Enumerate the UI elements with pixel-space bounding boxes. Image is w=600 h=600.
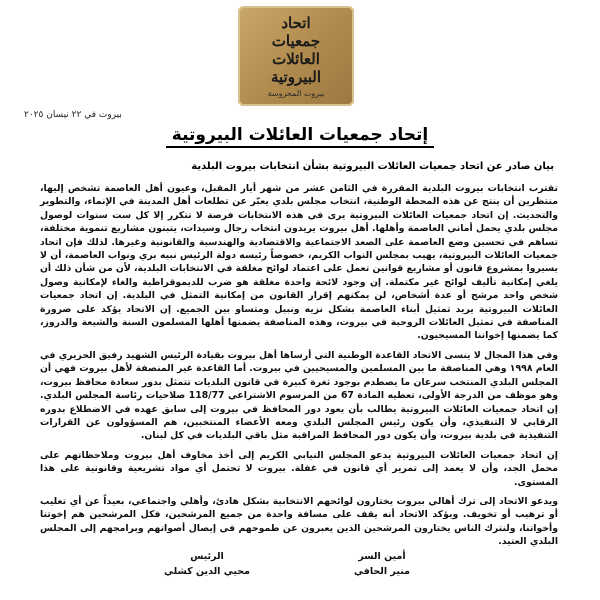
signature-name: منير الحافي: [354, 566, 410, 577]
signature-secretary: [332, 549, 432, 579]
statement-date: بيروت في ٢٢ نيسان ٢٠٢٥: [24, 110, 122, 120]
statement-subtitle: بيان صادر عن اتحاد جمعيات العائلات البيروتية بشأن انتخابات بيروت البلدية: [191, 161, 554, 172]
logo-line: اتحاد: [281, 14, 311, 32]
logo-text: [271, 14, 321, 86]
paragraph: وفي هذا المجال لا ينسى الاتحاد القاعدة الوطنية التي أرساها أهل بيروت بقيادة الرئيس الشهيد رفيق الحريري في العام ١٩٩٨ وهي المناصفة ما بين المسلمين والمسيحيين في بيروت. أما القاعدة غير المنصفة لأهل بيروت فهي أن المجلس البلدي المنتخب سرعان ما يصطدم بوجود ثغرة كبيرة في قانون البلديات تتمثل بدور سعادة محافظ بيروت، وهو موظف من الدرجة الأولى، تعطيه المادة 67 من المرسوم الاشتراعي 118/77 صلاحيات رئاسة المجلس البلدي. إن اتحاد جمعيات العائلات البيروتية يطالب بأن يعود دور المحافظ في بيروت إلى سابق عهده في الاضطلاع بدوره الرقابي لا التنفيذي، وأن يكون رئيس المجلس البلدي ومعه الأعضاء المنتخبين، هم المسؤولون عن القرارات التنفيذية في بلدية بيروت، وأن يكون دور المحافظ المراقبة مثل باقي البلديات في كل لبنان.: [40, 349, 558, 442]
paragraph: إن اتحاد جمعيات العائلات البيروتية يدعو المجلس النيابي الكريم إلى أخذ مخاوف أهل بيروت وملاحظاتهم على محمل الجد، وأن لا يعمد إلى تمرير أي قانون في غفلة. بيروت لا تحتمل أي مواد تشريعية وقانونية على هذا المستوى.: [40, 449, 558, 488]
paragraph: تقترب انتخابات بيروت البلدية المقررة في الثامن عشر من شهر أيار المقبل، وعيون أهل العاصمة تشخص إليها، منتظرين أن ينتج عن هذه المحطة الوطنية، انتخاب مجلس بلدي يعبّر عن تطلعات أهل المدينة في الإنماء، والتطوير والتحديث. إن اتحاد جمعيات العائلات البيروتية يرى في هذه الانتخابات فرصة لا تتكرر إلا كل ست سنوات لوصول مجلس بلدي يحمل أماني العاصمة وأهلها. أهل بيروت يريدون انتخاب رجال وسيدات، يتبنون مشاريع تنموية مختلفة، تساهم في تحسين وضع العاصمة على الصعد الاجتماعية والاقتصادية والهندسية والقانونية وغيرها. لذلك فإن اتحاد جمعيات العائلات البيروتية، يهيب بمجلس النواب الكريم، خصوصاً رئيسه دولة الرئيس نبيه بري ونواب العاصمة، أن لا يسيروا بمشروع قانون أو مشاريع قوانين تعمل على اعتماد لوائح مغلقة في الانتخابات البلدية، لأن من شأن ذلك أن يلغي إمكانية تأليف لوائح غير مكتملة. إن وجود لائحة واحدة مغلقة هو ضرب للديموقراطية والغاء لإمكانية وصول شخص واحد مرشح أو عدة أشخاص، لن يمكنهم إقرار القانون من إمكانية التمثل في البلدية. إن اتحاد جمعيات العائلات البيروتية يريد تمثيل أبناء العاصمة بشكل نزيه ونبيل ومتساو بين الجميع. إن الاتحاد يؤكد على ضرورة المناصفة في تمثيل العائلات الروحية في بيروت، وهذه المناصفة يضمنها أهلها المسلمون السنة والشيعة والدروز، كما يضمنها إخواننا المسيحيون.: [40, 183, 558, 342]
statement-body: [40, 182, 558, 555]
logo-subtitle: بيروت المحروسة: [267, 89, 325, 98]
signature-role: أمين السر: [358, 551, 406, 562]
logo-line: البيروتية: [270, 68, 322, 86]
signature-role: الرئيس: [190, 551, 224, 562]
paragraph: ويدعو الاتحاد إلى ترك أهالي بيروت يختارون لوائحهم الانتخابية بشكل هادئ، وأهلي واجتماعي، بعيداً عن أي تعليب أو ترهيب أو تخويف. ويؤكد الاتحاد أنه يقف على مسافة واحدة من جميع المرشحين، فكل المرشحين هم إخوتنا وأخواتنا، ولنترك الناس يختارون المرشحين الذين يعبرون عن طموحهم في إيصال أصواتهم وبرامجهم إلى المجلس البلدي العتيد.: [40, 495, 558, 548]
logo-line: العائلات: [272, 50, 320, 68]
logo-line: جمعيات: [271, 32, 321, 50]
page-title: [0, 125, 600, 145]
signature-president: [157, 549, 257, 579]
union-logo: [238, 6, 354, 106]
signature-name: محيي الدين كشلي: [164, 566, 250, 577]
title-text: إتحاد جمعيات العائلات البيروتية: [166, 125, 434, 148]
